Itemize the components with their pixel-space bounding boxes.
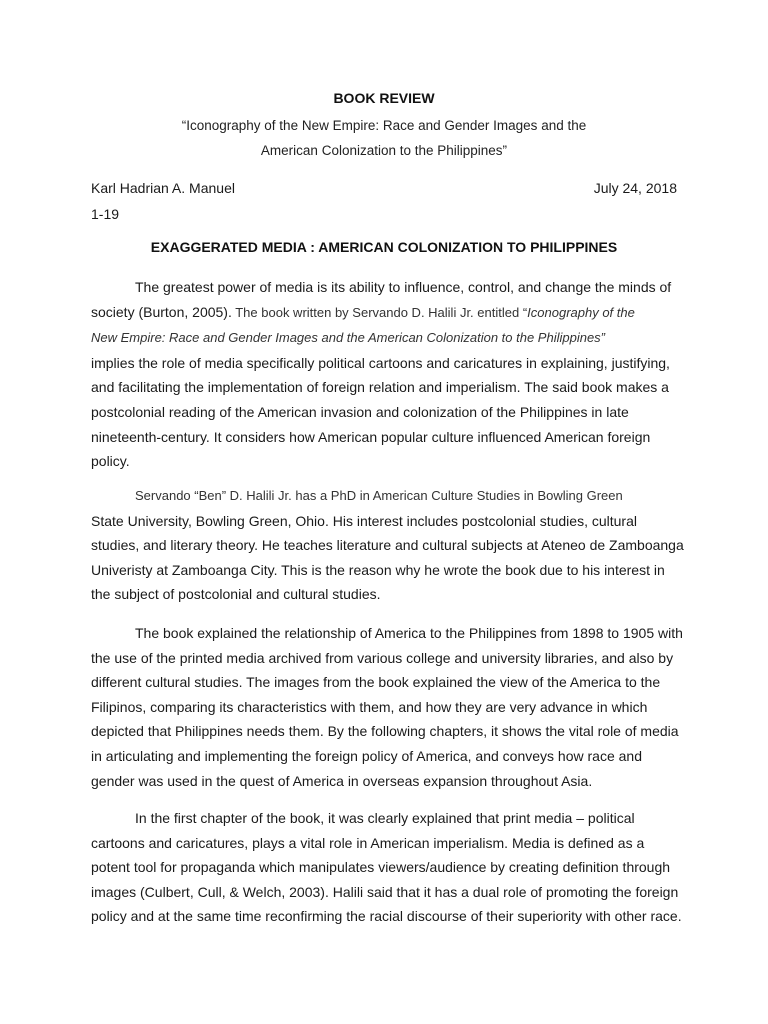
book-title-line-2: American Colonization to the Philippines” xyxy=(260,143,508,158)
paragraph-line: different cultural studies. The images from the book explained the view of the America to the xyxy=(91,674,661,691)
author-name: Karl Hadrian A. Manuel xyxy=(91,180,235,196)
paragraph-1 xyxy=(91,275,679,474)
paragraph-line: in articulating and implementing the foreign policy of America, and conveys how race and xyxy=(91,747,642,764)
paragraph-4 xyxy=(91,806,682,929)
paragraph-line: In the first chapter of the book, it was clearly explained that print media – political xyxy=(135,810,635,826)
paragraph-line: State University, Bowling Green, Ohio. His interest includes postcolonial studies, cultural xyxy=(91,512,637,529)
paragraph-line: the subject of postcolonial and cultural studies. xyxy=(91,586,381,603)
paragraph-line: Univeristy at Zamboanga City. This is the reason why he wrote the book due to his interest in xyxy=(91,561,665,578)
paragraph-line: cartoons and caricatures, plays a vital role in American imperialism. Media is defined as a xyxy=(91,834,645,851)
paragraph-line: Servando “Ben” D. Halili Jr. has a PhD in American Culture Studies in Bowling Green xyxy=(135,488,623,503)
paragraph-line: studies, and literary theory. He teaches literature and cultural subjects at Ateneo de Zamboanga xyxy=(91,537,684,554)
paragraph-line: gender was used in the quest of America in overseas expansion throughout Asia. xyxy=(91,772,593,789)
paragraph-line: The greatest power of media is its ability to influence, control, and change the minds of xyxy=(135,279,672,295)
paragraph-line: the use of the printed media archived from various college and university libraries, and also by xyxy=(91,649,674,666)
document-date: July 24, 2018 xyxy=(593,180,677,196)
paragraph-line: implies the role of media specifically political cartoons and caricatures in explaining, justifying, xyxy=(91,354,670,371)
paragraph-3 xyxy=(91,621,683,793)
paragraph-line: nineteenth-century. It considers how American popular culture influenced American foreign xyxy=(91,428,651,445)
paragraph-line: images (Culbert, Cull, & Welch, 2003). Halili said that it has a dual role of promoting the foreign xyxy=(91,883,679,900)
paragraph-line: depicted that Philippines needs them. By the following chapters, it shows the vital role of media xyxy=(91,723,679,740)
document-title: BOOK REVIEW xyxy=(333,90,435,106)
paragraph-line: potent tool for propaganda which manipulates viewers/audience by creating definition through xyxy=(91,859,671,876)
paragraph-line: policy and at the same time reconfirming the racial discourse of their superiority with other race. xyxy=(91,908,682,925)
essay-heading: EXAGGERATED MEDIA : AMERICAN COLONIZATION TO PHILIPPINES xyxy=(150,239,618,255)
paragraph-line: Filipinos, comparing its characteristics with them, and how they are very advance in which xyxy=(91,698,648,715)
paragraph-2 xyxy=(91,484,684,607)
paragraph-line: postcolonial reading of the American invasion and colonization of the Philippines in late xyxy=(91,403,629,420)
paragraph-line: and facilitating the implementation of foreign relation and imperialism. The said book makes a xyxy=(91,379,669,396)
paragraph-line: New Empire: Race and Gender Images and the American Colonization to the Philippines” xyxy=(91,330,606,346)
paragraph-line: society (Burton, 2005). The book written by Servando D. Halili Jr. entitled “Iconography of the xyxy=(91,303,635,320)
book-title-line-1: “Iconography of the New Empire: Race and Gender Images and the xyxy=(181,118,587,133)
section-code: 1-19 xyxy=(91,206,120,222)
paragraph-line: policy. xyxy=(91,453,130,470)
paragraph-line: The book explained the relationship of America to the Philippines from 1898 to 1905 with xyxy=(135,625,683,641)
